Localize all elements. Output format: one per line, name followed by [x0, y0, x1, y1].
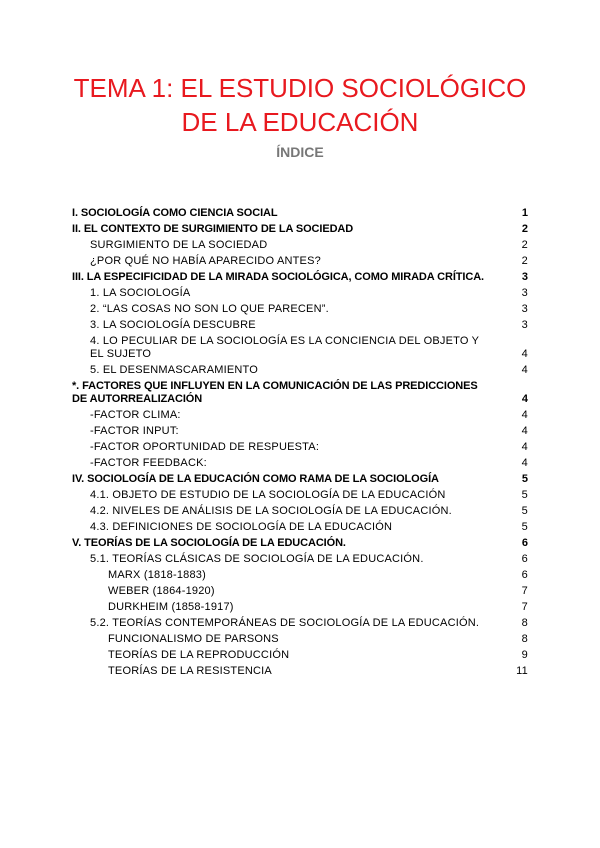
- toc-entry-page: 7: [521, 585, 528, 597]
- toc-entry-text: FUNCIONALISMO DE PARSONS: [108, 633, 279, 645]
- toc-entry[interactable]: [72, 616, 528, 632]
- toc-entry-text: -FACTOR INPUT:: [90, 425, 179, 437]
- toc-entry-text: ¿POR QUÉ NO HABÍA APARECIDO ANTES?: [90, 255, 321, 267]
- toc-entry-text: 3. LA SOCIOLOGÍA DESCUBRE: [90, 319, 256, 331]
- toc-entry[interactable]: [72, 334, 528, 363]
- toc-entry-page: 6: [521, 537, 528, 549]
- toc-entry-page: 3: [521, 303, 528, 315]
- toc-entry-text: 4.3. DEFINICIONES DE SOCIOLOGÍA DE LA EDUCACIÓN: [90, 521, 393, 533]
- toc-entry[interactable]: [72, 318, 528, 334]
- toc-entry-page: 5: [521, 521, 528, 533]
- toc-entry-text: I. SOCIOLOGÍA COMO CIENCIA SOCIAL: [72, 207, 278, 219]
- document-title-line-2: DE LA EDUCACIÓN: [181, 107, 419, 137]
- toc-entry[interactable]: [72, 632, 528, 648]
- toc-entry-text: DURKHEIM (1858-1917): [108, 601, 234, 613]
- toc-entry-page: 11: [516, 665, 528, 677]
- toc-entry-text: 2. “LAS COSAS NO SON LO QUE PARECEN”.: [90, 303, 329, 315]
- toc-entry[interactable]: [72, 254, 528, 270]
- toc-entry[interactable]: [72, 206, 528, 222]
- toc-entry-page: 3: [521, 287, 528, 299]
- toc-entry[interactable]: [72, 363, 528, 379]
- toc-entry-page: 8: [521, 633, 528, 645]
- toc-entry-text: -FACTOR FEEDBACK:: [90, 457, 207, 469]
- toc-entry-page: 7: [521, 601, 528, 613]
- toc-entry[interactable]: [72, 552, 528, 568]
- toc-entry[interactable]: [72, 664, 528, 680]
- toc-entry[interactable]: [72, 584, 528, 600]
- toc-entry[interactable]: [72, 520, 528, 536]
- toc-entry-text: IV. SOCIOLOGÍA DE LA EDUCACIÓN COMO RAMA DE LA SOCIOLOGÍA: [72, 473, 439, 485]
- toc-entry-page: 4: [521, 425, 528, 437]
- toc-entry-text: WEBER (1864-1920): [108, 585, 215, 597]
- toc-entry-text: II. EL CONTEXTO DE SURGIMIENTO DE LA SOCIEDAD: [72, 223, 354, 235]
- toc-entry-page: 3: [521, 319, 528, 331]
- toc-entry-text: III. LA ESPECIFICIDAD DE LA MIRADA SOCIOLÓGICA, COMO MIRADA CRÍTICA.: [72, 271, 485, 283]
- toc-entry[interactable]: [72, 472, 528, 488]
- toc-entry[interactable]: [72, 286, 528, 302]
- toc-entry[interactable]: [72, 536, 528, 552]
- toc-entry-page: 4: [521, 457, 528, 469]
- toc-entry-page: 9: [521, 649, 528, 661]
- toc-entry-page: 1: [521, 207, 528, 219]
- toc-entry-text: 5. EL DESENMASCARAMIENTO: [90, 364, 259, 376]
- toc-entry-page: 8: [521, 617, 528, 629]
- toc-entry-text: 4.2. NIVELES DE ANÁLISIS DE LA SOCIOLOGÍA DE LA EDUCACIÓN.: [90, 505, 452, 517]
- toc-entry-text: 4. LO PECULIAR DE LA SOCIOLOGÍA ES LA CONCIENCIA DEL OBJETO Y EL SUJETO: [90, 335, 479, 360]
- toc-entry-page: 5: [521, 473, 528, 485]
- toc-entry[interactable]: [72, 424, 528, 440]
- toc-entry-page: 2: [521, 223, 528, 235]
- toc-entry[interactable]: [72, 504, 528, 520]
- toc-entry[interactable]: [72, 270, 528, 286]
- toc-entry-text: MARX (1818-1883): [108, 569, 206, 581]
- toc-entry-page: 6: [521, 553, 528, 565]
- toc-entry-page: 6: [521, 569, 528, 581]
- toc-entry[interactable]: [72, 600, 528, 616]
- toc-entry-text: V. TEORÍAS DE LA SOCIOLOGÍA DE LA EDUCACIÓN.: [72, 537, 346, 549]
- toc-entry[interactable]: [72, 408, 528, 424]
- toc-entry[interactable]: [72, 222, 528, 238]
- toc-entry-page: 5: [521, 489, 528, 501]
- toc-entry-page: 4: [521, 409, 528, 421]
- toc-entry-page: 2: [521, 239, 528, 251]
- toc-entry[interactable]: [72, 568, 528, 584]
- toc-entry-text: TEORÍAS DE LA RESISTENCIA: [108, 665, 272, 677]
- toc-entry-page: 2: [521, 255, 528, 267]
- toc-entry-text: -FACTOR OPORTUNIDAD DE RESPUESTA:: [90, 441, 320, 453]
- toc-entry[interactable]: [72, 456, 528, 472]
- toc-entry[interactable]: [72, 238, 528, 254]
- toc-entry-text: *. FACTORES QUE INFLUYEN EN LA COMUNICACIÓN DE LAS PREDICCIONES DE AUTORREALIZACIÓN: [72, 380, 478, 405]
- toc-entry-page: 4: [521, 364, 528, 376]
- toc-entry-text: 1. LA SOCIOLOGÍA: [90, 287, 191, 299]
- toc-entry-text: -FACTOR CLIMA:: [90, 409, 181, 421]
- toc-entry-page: 4: [521, 393, 528, 405]
- toc-entry[interactable]: [72, 648, 528, 664]
- toc-entry-text: 5.1. TEORÍAS CLÁSICAS DE SOCIOLOGÍA DE LA EDUCACIÓN.: [90, 553, 424, 565]
- toc-entry-page: 4: [521, 441, 528, 453]
- index-heading: ÍNDICE: [276, 144, 324, 160]
- toc-entry-page: 4: [521, 348, 528, 360]
- toc-entry-page: 5: [521, 505, 528, 517]
- toc-entry-text: 4.1. OBJETO DE ESTUDIO DE LA SOCIOLOGÍA DE LA EDUCACIÓN: [90, 489, 446, 501]
- toc-entry-text: TEORÍAS DE LA REPRODUCCIÓN: [108, 649, 290, 661]
- toc-entry-text: 5.2. TEORÍAS CONTEMPORÁNEAS DE SOCIOLOGÍA DE LA EDUCACIÓN.: [90, 617, 480, 629]
- toc-entry-page: 3: [521, 271, 528, 283]
- toc-entry[interactable]: [72, 379, 528, 408]
- document-title-line-1: TEMA 1: EL ESTUDIO SOCIOLÓGICO: [73, 73, 527, 103]
- table-of-contents: [72, 206, 528, 680]
- toc-entry-text: SURGIMIENTO DE LA SOCIEDAD: [90, 239, 268, 251]
- toc-entry[interactable]: [72, 440, 528, 456]
- toc-entry[interactable]: [72, 488, 528, 504]
- toc-entry[interactable]: [72, 302, 528, 318]
